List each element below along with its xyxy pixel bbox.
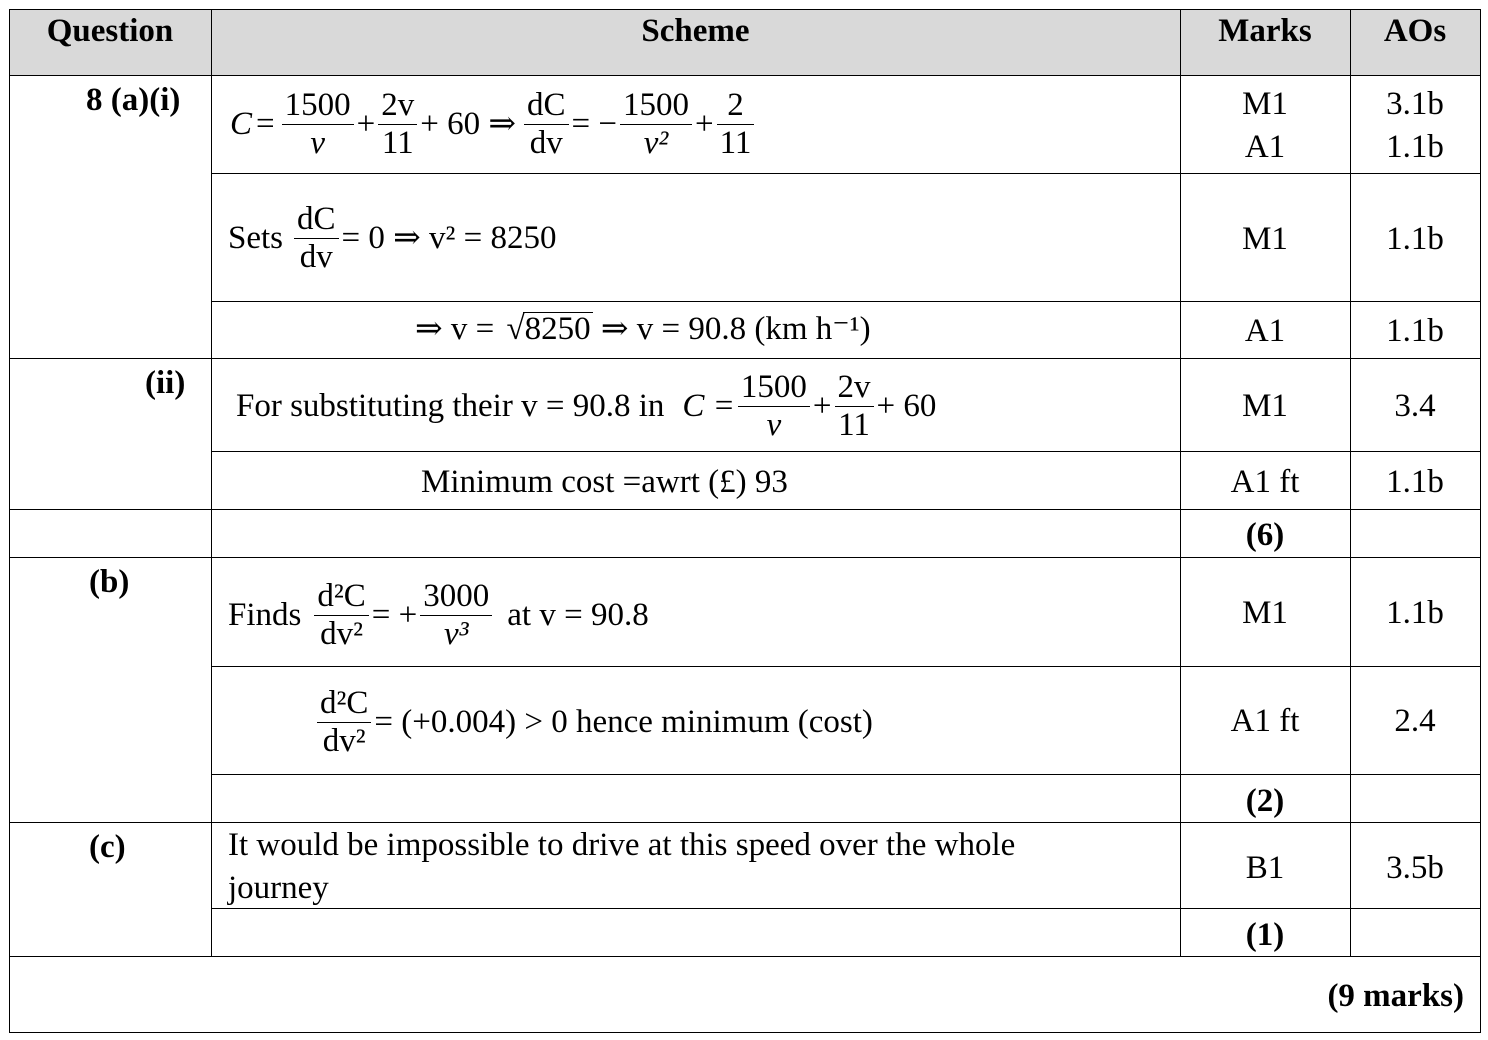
numerator: 1500 [282, 87, 354, 125]
column-divider [211, 9, 212, 957]
mark-a1-ft: A1 ft [1230, 703, 1300, 739]
numerator: dC [524, 87, 569, 125]
question-label-c: (c) [89, 829, 126, 865]
derivative-expression [230, 82, 757, 166]
denominator: dv² [320, 615, 364, 652]
denominator: dv [299, 238, 333, 275]
numerator: d²C [314, 578, 368, 616]
table-border-right [1480, 9, 1481, 1033]
numerator: 1500 [620, 87, 692, 125]
subtotal-c: (1) [1245, 917, 1285, 953]
fraction-1500-over-v [738, 369, 810, 444]
header-divider [9, 75, 1481, 76]
header-marks: Marks [1218, 13, 1312, 49]
denominator: v² [643, 124, 669, 161]
denominator: 11 [719, 124, 752, 161]
subtotal-a: (6) [1245, 517, 1285, 553]
fraction-second-derivative [314, 578, 368, 653]
fraction-1500-over-v [282, 87, 354, 162]
plus-60: + 60 [876, 387, 937, 424]
row-divider [211, 173, 1481, 174]
substitution-expression [236, 364, 936, 448]
mark-b1: B1 [1245, 850, 1285, 886]
mark-m1: M1 [1242, 221, 1288, 257]
question-label-a-i: 8 (a)(i) [86, 82, 181, 118]
denominator: v [766, 406, 782, 443]
variable-c: C [230, 105, 253, 142]
positive-hence-minimum: = (+0.004) > 0 hence minimum (cost) [374, 703, 873, 740]
numerator: d²C [317, 685, 371, 723]
finds-label: Finds [228, 596, 302, 633]
denominator: 11 [381, 124, 414, 161]
plus-sign: + [356, 105, 376, 142]
v-equals: ⇒ v = [415, 311, 495, 347]
fraction-dc-dv [294, 201, 339, 276]
mark-m1: M1 [1242, 86, 1288, 122]
denominator: 11 [838, 406, 870, 443]
mark-m1: M1 [1242, 595, 1288, 631]
ao-value: 3.1b [1386, 86, 1444, 122]
ao-value: 1.1b [1386, 129, 1444, 165]
plus-sign: + [695, 105, 714, 142]
denominator: dv² [322, 722, 366, 759]
equals-plus: = + [371, 596, 418, 633]
table-border-top [9, 9, 1481, 10]
sets-label: Sets [228, 219, 284, 256]
set-derivative-zero [228, 193, 557, 283]
numerator: 2v [835, 369, 874, 407]
numerator: 2 [717, 87, 755, 125]
ao-value: 1.1b [1386, 221, 1444, 257]
header-scheme: Scheme [641, 13, 750, 49]
minimum-cost: Minimum cost =awrt (£) 93 [421, 464, 788, 500]
at-v-value: at v = 90.8 [507, 596, 649, 633]
header-aos: AOs [1383, 13, 1447, 49]
explanation-line-1: It would be impossible to drive at this speed over the whole [228, 827, 1016, 863]
table-border-left [9, 9, 10, 1033]
fraction-2v-over-11 [835, 369, 874, 444]
denominator: v [310, 124, 325, 161]
second-derivative-expression [228, 570, 649, 660]
fraction-3000-over-v-cubed [420, 578, 492, 653]
ao-value: 3.4 [1394, 388, 1436, 424]
row-divider [211, 908, 1481, 909]
row-divider [211, 774, 1481, 775]
equals-sign: = [256, 105, 275, 142]
header-question: Question [46, 13, 174, 49]
ao-value: 1.1b [1386, 464, 1444, 500]
v-solution: ⇒ v = √8250 ⇒ v = 90.8 (km h⁻¹) [415, 311, 871, 347]
square-root-value: 8250 [524, 311, 591, 347]
denominator: v³ [443, 615, 469, 652]
plus-sign: + [812, 387, 832, 424]
row-divider [211, 666, 1481, 667]
mark-a1: A1 [1244, 313, 1286, 349]
v-result: ⇒ v = 90.8 (km h⁻¹) [600, 311, 871, 347]
plus-60-implies: + 60 ⇒ [420, 105, 517, 142]
mark-m1: M1 [1242, 388, 1288, 424]
v-squared-equation: = 0 ⇒ v² = 8250 [341, 219, 557, 256]
explanation-line-2: journey [228, 870, 329, 906]
ao-value: 2.4 [1394, 703, 1436, 739]
c-equals: C = [682, 387, 735, 424]
fraction-second-derivative [317, 685, 371, 760]
row-divider [9, 956, 1481, 957]
fraction-2-over-11 [717, 87, 755, 162]
row-divider [211, 451, 1481, 452]
ao-value: 3.5b [1386, 850, 1444, 886]
total-marks: (9 marks) [1327, 978, 1464, 1014]
question-label-a-ii: (ii) [145, 365, 186, 401]
numerator: 2v [378, 87, 417, 125]
fraction-2v-over-11 [378, 87, 417, 162]
numerator: 3000 [420, 578, 492, 616]
numerator: dC [294, 201, 339, 239]
ao-value: 1.1b [1386, 313, 1444, 349]
row-divider [9, 358, 1481, 359]
table-border-bottom [9, 1032, 1481, 1033]
row-divider [9, 509, 1481, 510]
row-divider [9, 557, 1481, 558]
row-divider [9, 822, 1481, 823]
numerator: 1500 [738, 369, 810, 407]
question-label-b: (b) [89, 564, 130, 600]
mark-a1: A1 [1244, 129, 1286, 165]
ao-value: 1.1b [1386, 595, 1444, 631]
fraction-dc-dv [524, 87, 569, 162]
minimum-justification [314, 676, 873, 768]
row-divider [211, 301, 1481, 302]
denominator: dv [529, 124, 563, 161]
subtotal-b: (2) [1245, 783, 1285, 819]
substitution-text: For substituting their v = 90.8 in [236, 387, 665, 424]
fraction-1500-over-v-squared [620, 87, 692, 162]
equals-minus: = − [571, 105, 618, 142]
mark-a1-ft: A1 ft [1230, 464, 1300, 500]
